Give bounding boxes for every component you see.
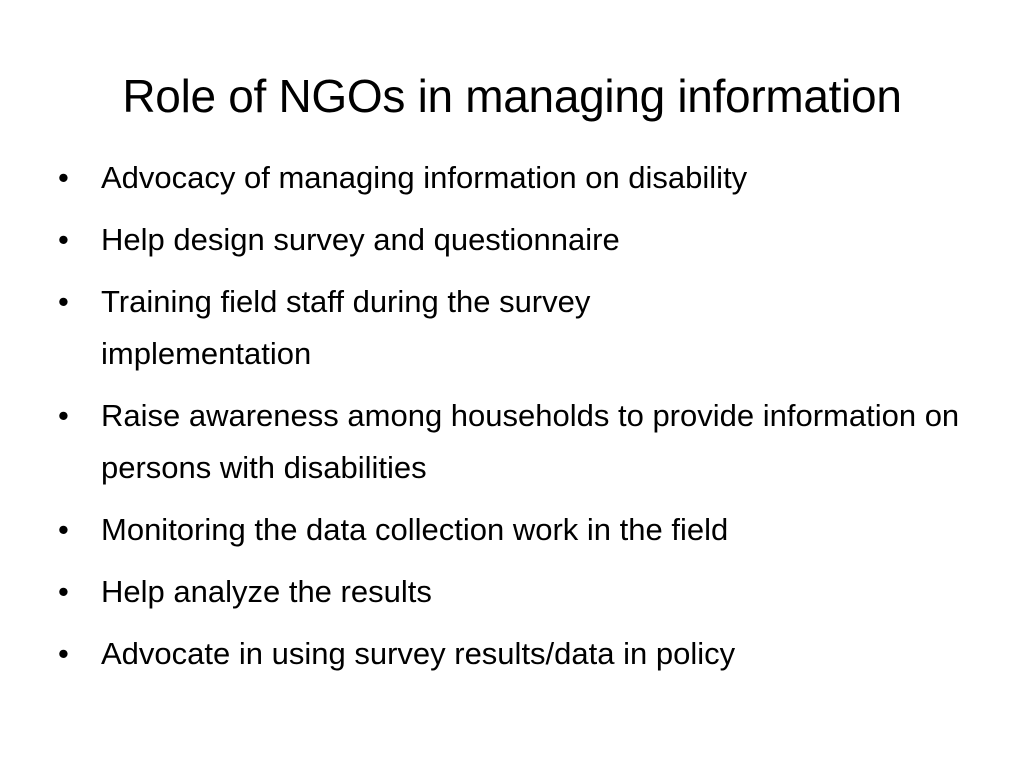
bullet-item [58,390,961,494]
bullet-text: • Training field staff during the survey implementation [101,284,591,371]
bullet-item [58,566,958,618]
bullet-text: • Advocate in using survey results/data in policy [101,636,736,671]
bullet-text: • Advocacy of managing information on disability [101,160,748,195]
bullet-item [58,214,958,266]
bullet-item [58,276,781,380]
bullet-text: • Raise awareness among households to provide information on persons with disabilities [101,398,960,485]
bullet-item [58,628,958,680]
bullet-list [58,152,958,690]
slide-title: Role of NGOs in managing information [122,70,902,122]
bullet-text: • Monitoring the data collection work in the field [101,512,729,547]
bullet-item [58,152,958,204]
bullet-text: • Help analyze the results [101,574,432,609]
bullet-item [58,504,958,556]
bullet-text: • Help design survey and questionnaire [101,222,620,257]
